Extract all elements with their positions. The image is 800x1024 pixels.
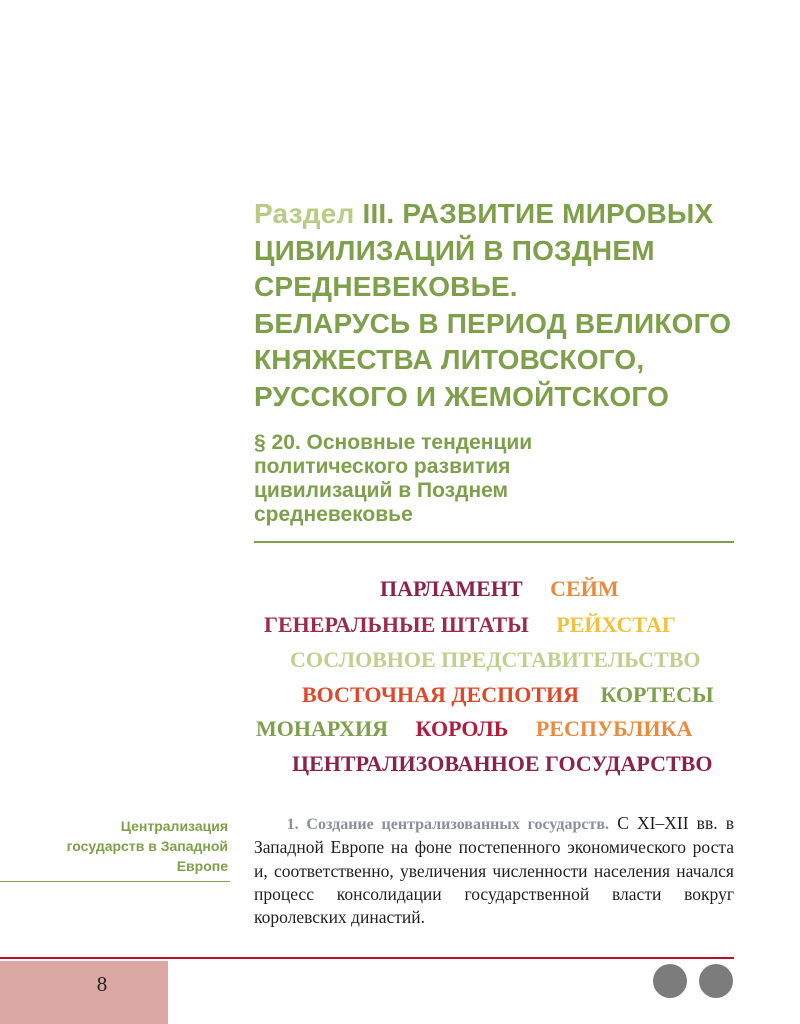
term-reichstag: РЕЙХСТАГ <box>556 612 676 637</box>
term-sejm: СЕЙМ <box>550 576 619 601</box>
section-title-line: СРЕДНЕВЕКОВЬЕ. <box>254 271 518 302</box>
term-line <box>240 751 792 777</box>
term-estates-general: ГЕНЕРАЛЬНЫЕ ШТАТЫ <box>264 612 529 637</box>
term-line <box>240 647 790 673</box>
term-line <box>240 682 800 708</box>
sidebar-heading-line: Европе <box>176 858 228 874</box>
term-line <box>240 576 800 602</box>
section-title <box>254 196 734 415</box>
term-line <box>240 716 756 742</box>
body-subhead: 1. Создание централизованных государств. <box>286 816 610 833</box>
section-title-line: ЦИВИЛИЗАЦИЙ В ПОЗДНЕМ <box>254 234 655 266</box>
term-cortes: КОРТЕСЫ <box>600 682 714 707</box>
section-title-line: Раздел III. РАЗВИТИЕ МИРОВЫХ <box>254 198 714 229</box>
section-title-line: РУССКОГО И ЖЕМОЙТСКОГО <box>254 380 670 412</box>
paragraph-title-line: цивилизаций в Позднем <box>254 479 509 502</box>
sidebar-heading-line: государств в Западной <box>66 838 228 854</box>
term-king: КОРОЛЬ <box>415 716 509 741</box>
term-republic: РЕСПУБЛИКА <box>535 716 693 741</box>
term-centralized-state: ЦЕНТРАЛИЗОВАННОЕ ГОСУДАРСТВО <box>292 751 713 776</box>
sidebar-heading-line: Централизация <box>120 818 228 834</box>
sidebar-divider <box>0 881 230 882</box>
term-oriental-despotism: ВОСТОЧНАЯ ДЕСПОТИЯ <box>302 682 580 707</box>
paragraph-title-line: § 20. Основные тенденции <box>254 431 533 454</box>
nav-dot-icon <box>653 964 687 998</box>
paragraph-title <box>254 431 732 535</box>
footer-divider <box>0 957 734 959</box>
page-number: 8 <box>96 972 108 996</box>
paragraph-divider <box>254 541 734 543</box>
term-estate-representation: СОСЛОВНОЕ ПРЕДСТАВИТЕЛЬСТВО <box>290 647 701 672</box>
paragraph-title-line: средневековье <box>254 503 413 526</box>
page-number-box <box>0 961 168 1024</box>
section-title-line: КНЯЖЕСТВА ЛИТОВСКОГО, <box>254 344 645 375</box>
paragraph-title-line: политического развития <box>254 455 511 478</box>
body-text: С XI–XII вв. в Западной Европе на фоне постепенного экономического роста и, соответственно, увеличения численности населения начался процесс консолидации государственной власти вокруг королевских династий. <box>254 813 735 928</box>
sidebar-heading <box>30 816 228 876</box>
section-prefix: Раздел <box>254 198 355 229</box>
term-monarchy: МОНАРХИЯ <box>256 716 389 741</box>
term-parliament: ПАРЛАМЕНТ <box>380 576 523 601</box>
term-line <box>240 612 764 638</box>
nav-dot-icon <box>699 964 733 998</box>
body-paragraph <box>254 812 734 929</box>
section-title-line: БЕЛАРУСЬ В ПЕРИОД ВЕЛИКОГО <box>254 307 732 339</box>
